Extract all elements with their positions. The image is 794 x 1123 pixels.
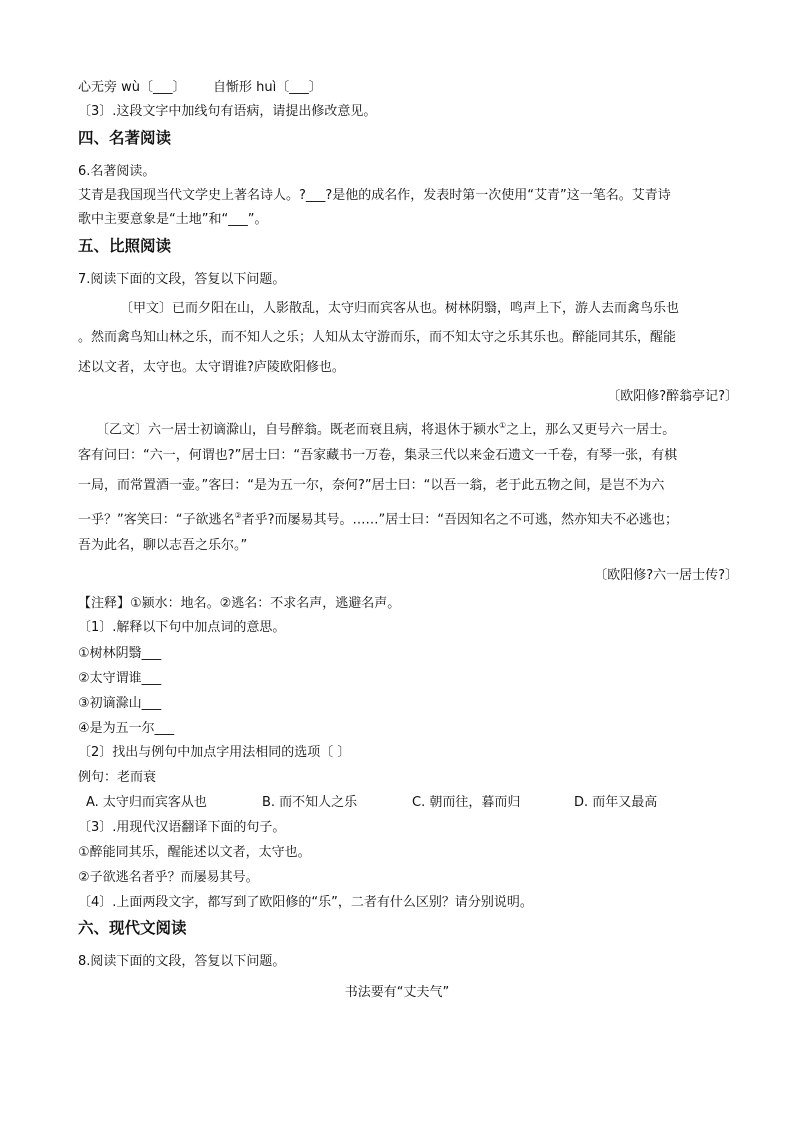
annotation-note: 【注释】①颍水：地名。②逃名：不求名声，逃避名声。: [78, 596, 401, 611]
option-a: A. 太守归而宾客从也: [86, 795, 207, 810]
passage-yi-text: 之上，那么又更号六一居士。: [506, 422, 676, 438]
subquestion-4-prompt: 〔4〕.上面两段文字，都写到了欧阳修的“乐”，二者有什么区别？请分别说明。: [78, 895, 533, 910]
subquestion-1-item: ②太守谓谁___: [78, 671, 162, 686]
section-6-heading: 六、现代文阅读: [78, 919, 187, 937]
subquestion-1-item: ①树林阴翳___: [78, 646, 162, 661]
passage-yi-line: [78, 506, 678, 530]
passage-yi-line: 一局，而常置酒一壶。”客曰：“是为五一尔，奈何?”居士曰：“以吾一翁，老于此五物之间，是岂不为六: [78, 478, 665, 493]
passage-jia-line: 述以文者，太守也。太守谓谁?庐陵欧阳修也。: [78, 360, 345, 375]
question-6-text-line: 艾青是我国现当代文学史上著名诗人。?___?是他的成名作，发表时第一次使用“艾青”这一笔名。艾青诗: [78, 188, 671, 203]
subquestion-2-example: 例句：老而衰: [78, 770, 157, 785]
subquestion-1-item: ④是为五一尔___: [78, 721, 175, 736]
passage-yi-source: 〔欧阳修?六一居士传?〕: [594, 568, 738, 583]
question-7-label: 7.阅读下面的文段，答复以下问题。: [78, 272, 286, 287]
subquestion-3-prompt: 〔3〕.用现代汉语翻译下面的句子。: [78, 820, 286, 835]
subquestion-3-item: ②子欲逃名者乎？而屡易其号。: [78, 870, 259, 885]
passage-yi-line: 吾为此名，聊以志吾之乐尔。”: [78, 538, 248, 553]
passage-jia-line: 〔甲文〕已而夕阳在山，人影散乱，太守归而宾客从也。树林阴翳，鸣声上下，游人去而禽鸟乐也: [120, 301, 680, 316]
passage-yi-line: [96, 416, 675, 440]
footnote-marker: ②: [234, 511, 242, 520]
subquestion-2-prompt: 〔2〕找出与例句中加点字用法相同的选项〔 〕: [78, 745, 351, 760]
question-6-text-line: 歌中主要意象是“土地”和“___”。: [78, 212, 268, 227]
option-b: B. 而不知人之乐: [262, 795, 358, 810]
passage-yi-text: 者乎?而屡易其号。……”居士曰：“吾因知名之不可逃，然亦知夫不必逃也；: [241, 512, 679, 528]
passage-jia-line: 。然而禽鸟知山林之乐，而不知人之乐；人知从太守游而乐，而不知太守之乐其乐也。醉能同其乐，醒能: [78, 330, 677, 345]
vocab-item-wu: 心无旁 wù〔___〕: [78, 80, 186, 95]
passage-yi-text: 一乎？”客笑曰：“子欲逃名: [78, 512, 235, 528]
option-d: D. 而年又最高: [574, 795, 658, 810]
subquestion-1-item: ③初谪滁山___: [78, 696, 162, 711]
section-4-heading: 四、名著阅读: [78, 129, 172, 147]
option-c: C. 朝而往，暮而归: [412, 795, 521, 810]
passage-yi-text: 〔乙文〕六一居士初谪滁山，自号醉翁。既老而衰且病，将退休于颍水: [96, 422, 500, 438]
question-6-label: 6.名著阅读。: [78, 164, 156, 179]
section-5-heading: 五、比照阅读: [78, 237, 172, 255]
subquestion-3-item: ①醉能同其乐，醒能述以文者，太守也。: [78, 845, 311, 860]
article-title: 书法要有“丈夫气”: [344, 985, 450, 1000]
subquestion-1-prompt: 〔1〕.解释以下句中加点词的意思。: [78, 620, 286, 635]
footnote-marker: ①: [499, 421, 507, 430]
vocab-item-hui: 自惭形 huì〔___〕: [213, 80, 322, 95]
passage-jia-source: 〔欧阳修?醉翁亭记?〕: [607, 389, 738, 404]
question-8-label: 8.阅读下面的文段，答复以下问题。: [78, 954, 286, 969]
question-3-prompt: 〔3〕.这段文字中加线句有语病，请提出修改意见。: [78, 104, 377, 119]
passage-yi-line: 客有问曰：“六一，何谓也?”居士曰：“吾家藏书一万卷，集录三代以来金石遗文一千卷，有琴一张，有棋: [78, 448, 678, 463]
